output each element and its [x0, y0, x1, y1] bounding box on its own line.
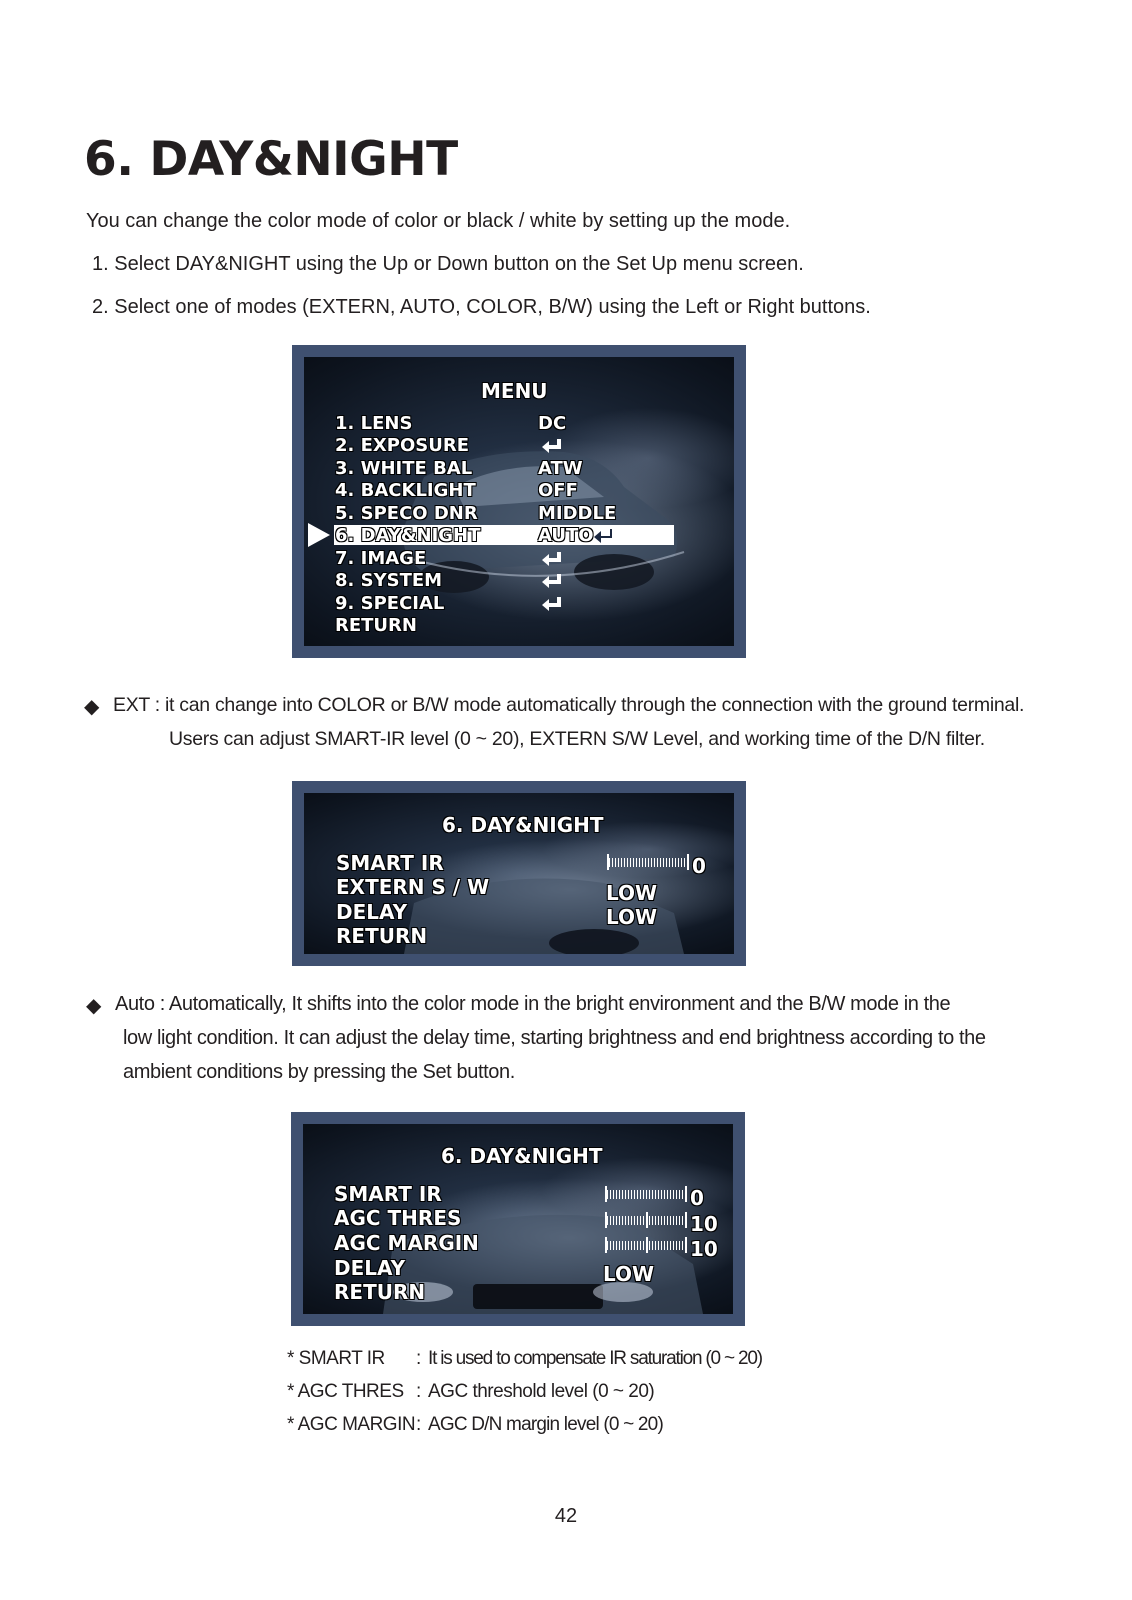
auto-delay-label[interactable]: DELAY — [334, 1256, 406, 1280]
enter-icon — [540, 572, 564, 590]
intro-step-2: 2. Select one of modes (EXTERN, AUTO, COLOR, B/W) using the Left or Right buttons. — [92, 296, 871, 318]
menu-item-lens[interactable]: 1. LENS — [335, 413, 413, 434]
menu-item-image[interactable]: 7. IMAGE — [335, 548, 427, 569]
note-agc-margin-term: * AGC MARGIN — [287, 1414, 416, 1435]
ext-description-line2: Users can adjust SMART-IR level (0 ~ 20), EXTERN S/W Level, and working time of the D/N filter. — [169, 728, 985, 750]
menu-item-speco-dnr-value: MIDDLE — [538, 503, 617, 524]
menu-item-day-night-value: AUTO — [538, 525, 594, 546]
menu-item-backlight-value: OFF — [538, 480, 578, 501]
bullet-diamond-icon: ◆ — [86, 995, 102, 1017]
ext-return-label[interactable]: RETURN — [336, 924, 428, 948]
menu-screen — [292, 345, 746, 658]
intro-step-1: 1. Select DAY&NIGHT using the Up or Down button on the Set Up menu screen. — [92, 253, 804, 275]
note-smart-ir-sep: : — [416, 1348, 421, 1369]
auto-smart-ir-value: 0 — [690, 1186, 704, 1210]
menu-item-white-bal[interactable]: 3. WHITE BAL — [335, 458, 473, 479]
menu-item-speco-dnr[interactable]: 5. SPECO DNR — [335, 503, 478, 524]
auto-return-label[interactable]: RETURN — [334, 1280, 426, 1304]
bullet-diamond-icon: ◆ — [84, 696, 100, 718]
note-agc-thres-sep: : — [416, 1381, 421, 1402]
note-smart-ir-term: * SMART IR — [287, 1348, 385, 1369]
note-agc-thres-desc: AGC threshold level (0 ~ 20) — [428, 1381, 655, 1402]
enter-icon — [540, 437, 564, 455]
auto-smart-ir-slider[interactable] — [605, 1186, 687, 1202]
ext-day-night-screen — [292, 781, 746, 966]
auto-agc-thres-value: 10 — [690, 1212, 718, 1236]
ext-smart-ir-label[interactable]: SMART IR — [336, 851, 444, 875]
menu-title: MENU — [481, 379, 548, 403]
menu-item-day-night[interactable]: 6. DAY&NIGHT — [335, 525, 481, 546]
menu-item-white-bal-value: ATW — [538, 458, 583, 479]
auto-agc-margin-label[interactable]: AGC MARGIN — [334, 1231, 479, 1255]
intro-text: You can change the color mode of color or black / white by setting up the mode. — [86, 210, 791, 232]
page-number: 42 — [554, 1505, 578, 1527]
ext-screen-display — [304, 793, 734, 954]
auto-agc-margin-slider-thumb[interactable] — [646, 1237, 648, 1253]
enter-icon — [592, 527, 616, 545]
ext-delay-label[interactable]: DELAY — [336, 900, 408, 924]
ext-delay-value: LOW — [606, 905, 658, 929]
menu-item-lens-value: DC — [538, 413, 567, 434]
page-title: 6. DAY&NIGHT — [84, 132, 458, 187]
menu-item-backlight[interactable]: 4. BACKLIGHT — [335, 480, 476, 501]
ext-extern-sw-label[interactable]: EXTERN S / W — [336, 875, 490, 899]
note-smart-ir-desc: It is used to compensate IR saturation (0 ~ 20) — [428, 1348, 762, 1369]
menu-item-special[interactable]: 9. SPECIAL — [335, 593, 445, 614]
auto-description-line3: ambient conditions by pressing the Set button. — [123, 1061, 515, 1083]
note-agc-margin-sep: : — [416, 1414, 421, 1435]
menu-item-return[interactable]: RETURN — [335, 615, 417, 636]
ext-smart-ir-value: 0 — [692, 854, 706, 878]
menu-screen-display — [304, 357, 734, 646]
auto-description-line1: Auto : Automatically, It shifts into the color mode in the bright environment and the B/W mode in the — [115, 993, 951, 1015]
note-agc-margin-desc: AGC D/N margin level (0 ~ 20) — [428, 1414, 663, 1435]
ext-smart-ir-slider[interactable] — [607, 854, 689, 870]
ext-extern-sw-value: LOW — [606, 881, 658, 905]
selection-arrow-icon — [308, 523, 330, 547]
auto-screen-display — [303, 1124, 733, 1314]
menu-item-system[interactable]: 8. SYSTEM — [335, 570, 443, 591]
auto-agc-thres-slider-thumb[interactable] — [646, 1212, 648, 1228]
auto-description-line2: low light condition. It can adjust the delay time, starting brightness and end brightness according to the — [123, 1027, 986, 1049]
auto-agc-margin-value: 10 — [690, 1237, 718, 1261]
ext-description-line1: EXT : it can change into COLOR or B/W mode automatically through the connection with the ground terminal. — [113, 694, 1025, 716]
menu-item-exposure[interactable]: 2. EXPOSURE — [335, 435, 470, 456]
ext-screen-title: 6. DAY&NIGHT — [442, 813, 604, 837]
enter-icon — [540, 595, 564, 613]
auto-smart-ir-label[interactable]: SMART IR — [334, 1182, 442, 1206]
note-agc-thres-term: * AGC THRES — [287, 1381, 404, 1402]
auto-screen-title: 6. DAY&NIGHT — [441, 1144, 603, 1168]
enter-icon — [540, 550, 564, 568]
auto-delay-value: LOW — [603, 1262, 655, 1286]
auto-day-night-screen — [291, 1112, 745, 1326]
auto-agc-thres-label[interactable]: AGC THRES — [334, 1206, 462, 1230]
